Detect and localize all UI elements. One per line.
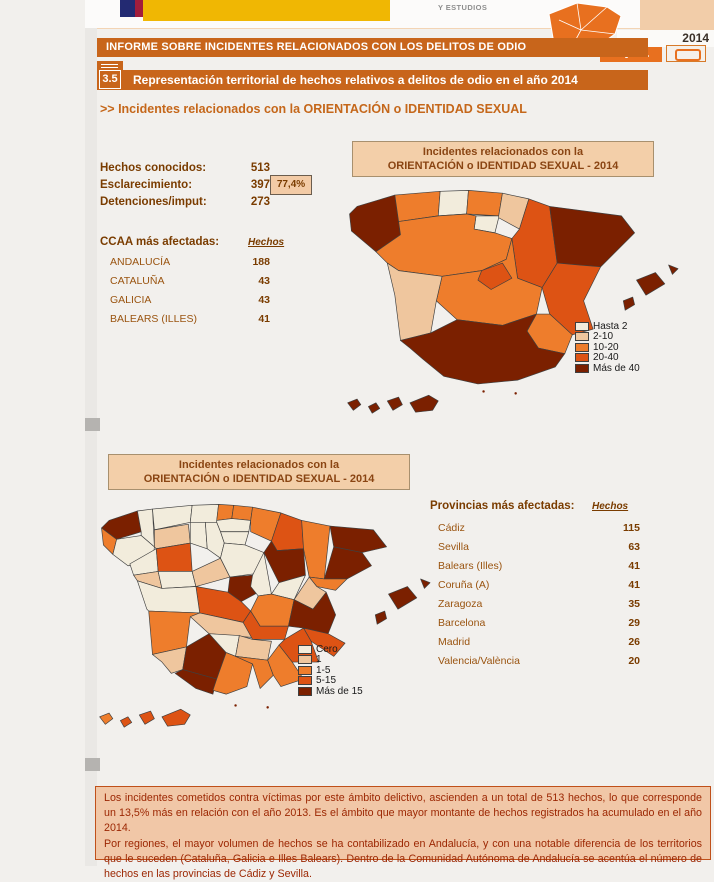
legend-swatch xyxy=(575,343,589,352)
table-value: 29 xyxy=(628,617,640,629)
table-value: 41 xyxy=(628,560,640,572)
logo-caption: Y ESTUDIOS xyxy=(438,3,488,12)
legend-swatch xyxy=(298,655,312,664)
ccaa-table-title: CCAA más afectadas: xyxy=(100,236,220,248)
legend-swatch xyxy=(575,332,589,341)
ccaa-choropleth-map xyxy=(340,180,680,416)
section-subtitle: >> Incidentes relacionados con la ORIENTACIÓN o IDENTIDAD SEXUAL xyxy=(100,102,527,116)
table-value: 26 xyxy=(628,636,640,648)
scan-artifact xyxy=(85,418,100,431)
table-value: 63 xyxy=(628,541,640,553)
stat-value: 397 xyxy=(250,179,270,191)
table-row: Sevilla xyxy=(438,541,469,553)
section-number: 3.5 xyxy=(99,70,121,89)
ministry-logo-flag xyxy=(135,0,143,17)
stat-label: Detenciones/imput: xyxy=(100,196,207,208)
legend-label: 20-40 xyxy=(593,352,619,364)
summary-note xyxy=(95,786,711,880)
map2-legend xyxy=(298,644,363,697)
legend-label: 10-20 xyxy=(593,341,619,353)
provincias-table-value-header: Hechos xyxy=(592,501,629,512)
map1-title-line1: Incidentes relacionados con la xyxy=(422,146,584,158)
year-badge: 2014 xyxy=(617,30,714,47)
legend-label: Más de 15 xyxy=(316,685,363,697)
table-value: 35 xyxy=(628,598,640,610)
stat-label: Esclarecimiento: xyxy=(100,179,193,191)
legend-label: 1-5 xyxy=(316,664,331,676)
table-value: 188 xyxy=(252,256,270,268)
legend-label: Hasta 2 xyxy=(593,320,628,332)
table-row: Barcelona xyxy=(438,617,486,629)
summary-paragraph-1: Los incidentes cometidos contra víctimas por este ámbito delictivo, ascienden a un total de 513 hechos, lo que corresponde un 13,5% más en relación con el año 2013. Es el ámbito que mayor montante de hechos registrados ha acumulado en el año 2014. xyxy=(104,792,702,835)
stat-value: 273 xyxy=(250,196,270,208)
table-value: 20 xyxy=(628,655,640,667)
map1-title-box xyxy=(352,141,654,177)
cover-art-peach-block xyxy=(640,0,714,30)
ministry-logo-flag-bar xyxy=(143,0,390,21)
table-value: 43 xyxy=(258,275,270,287)
map2-title-box xyxy=(108,454,410,490)
legend-label: 2-10 xyxy=(593,331,614,343)
legend-label: Cero xyxy=(316,643,338,655)
summary-paragraph-2: Por regiones, el mayor volumen de hechos se ha contabilizado en Andalucía, y con una notable diferencia de los territorios que le suceden (Cataluña, Galicia e Illes Balears). Dentro de la Comunidad Autónoma de Andalucía se acentúa el número de hechos en las provincias de Cádiz y Sevilla. xyxy=(104,837,702,880)
legend-swatch xyxy=(575,322,589,331)
table-row: Valencia/València xyxy=(438,655,520,667)
provincias-table-title: Provincias más afectadas: xyxy=(430,500,575,512)
table-row: Cádiz xyxy=(438,522,465,534)
table-row: GALICIA xyxy=(110,294,152,306)
legend-label: 5-15 xyxy=(316,675,337,687)
ministry-logo xyxy=(120,0,135,17)
section-title-bar: Representación territorial de hechos relativos a delitos de odio en el año 2014 xyxy=(97,70,648,90)
report-title-banner: INFORME SOBRE INCIDENTES RELACIONADOS CON LOS DELITOS DE ODIO xyxy=(97,38,648,57)
ccaa-table-value-header: Hechos xyxy=(248,237,285,248)
legend-swatch xyxy=(298,666,312,675)
table-row: Zaragoza xyxy=(438,598,483,610)
legend-label: Más de 40 xyxy=(593,362,640,374)
page-left-gutter xyxy=(85,0,97,866)
table-row: Coruña (A) xyxy=(438,579,490,591)
provincias-choropleth-map xyxy=(92,494,432,730)
stat-label: Hechos conocidos: xyxy=(100,162,207,174)
table-value: 43 xyxy=(258,294,270,306)
legend-label: 1 xyxy=(316,654,322,666)
legend-swatch xyxy=(298,687,312,696)
map1-title-line2: ORIENTACIÓN o IDENTIDAD SEXUAL - 2014 xyxy=(387,160,619,172)
map2-title-line2: ORIENTACIÓN o IDENTIDAD SEXUAL - 2014 xyxy=(143,473,375,485)
legend-box-icon xyxy=(666,45,706,62)
table-value: 115 xyxy=(623,522,640,534)
table-row: CATALUÑA xyxy=(110,275,165,287)
table-row: Madrid xyxy=(438,636,471,648)
table-value: 41 xyxy=(258,313,270,325)
legend-swatch xyxy=(298,676,312,685)
legend-swatch xyxy=(575,364,589,373)
table-row: ANDALUCÍA xyxy=(110,256,171,268)
map1-legend xyxy=(575,321,640,374)
table-row: BALEARS (ILLES) xyxy=(110,313,197,325)
clearance-rate-badge: 77,4% xyxy=(270,175,312,195)
legend-swatch xyxy=(575,353,589,362)
section-number-tab xyxy=(97,61,123,90)
table-value: 41 xyxy=(628,579,640,591)
legend-swatch xyxy=(298,645,312,654)
stat-value: 513 xyxy=(250,162,270,174)
map2-title-line1: Incidentes relacionados con la xyxy=(178,459,340,471)
table-row: Balears (Illes) xyxy=(438,560,503,572)
scan-artifact xyxy=(85,758,100,771)
